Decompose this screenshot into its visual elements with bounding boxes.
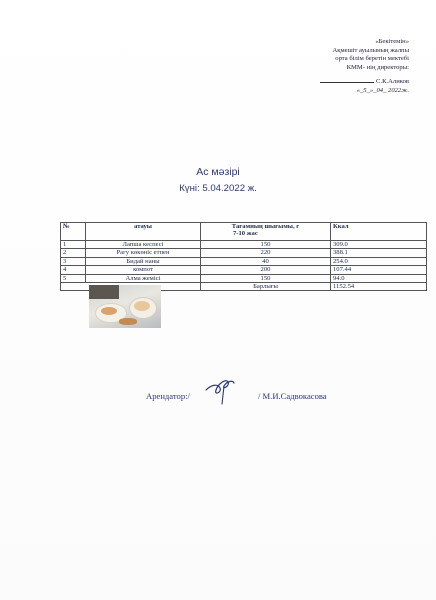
page-title: Ас мәзірі <box>196 166 240 178</box>
table-row <box>61 257 427 265</box>
table-row <box>61 266 427 274</box>
approval-block <box>269 38 409 96</box>
approval-line: орта білім беретін мектебі <box>335 55 409 63</box>
row-name: Рагу көкөніс етпен <box>86 249 201 257</box>
row-kcal: 388.1 <box>331 249 427 257</box>
header-weight-line2: 7-10 жас <box>233 230 258 238</box>
row-weight: 220 <box>201 249 331 257</box>
row-num: 4 <box>61 266 86 274</box>
approval-line: Ақмешіт ауылының жалпы <box>332 46 409 54</box>
header-name: атауы <box>86 223 201 241</box>
total-label: Барлығы <box>201 283 331 291</box>
row-weight: 200 <box>201 266 331 274</box>
approval-line: КММ- нің директоры: <box>346 63 409 71</box>
row-num: 3 <box>61 257 86 265</box>
food-photo-cell <box>61 283 201 291</box>
row-name: Алма жемісі <box>86 274 201 282</box>
table-row <box>61 241 427 249</box>
row-num: 5 <box>61 274 86 282</box>
row-weight: 150 <box>201 274 331 282</box>
director-name: С.К.Аликов <box>376 78 409 86</box>
total-value: 1152.54 <box>331 283 427 291</box>
signature-blank <box>320 82 374 83</box>
food-photo <box>89 285 161 328</box>
approval-line: «Бекітемін» <box>375 38 409 45</box>
row-kcal: 107.44 <box>331 266 427 274</box>
row-kcal: 254.0 <box>331 257 427 265</box>
total-row <box>61 283 427 291</box>
renter-name: / М.И.Садвокасова <box>258 391 327 401</box>
table-header-row <box>61 223 427 241</box>
director-signature-line <box>269 78 409 87</box>
handwritten-signature <box>200 374 240 408</box>
table-row <box>61 249 427 257</box>
row-name: Лапша кеспесі <box>86 241 201 249</box>
row-weight: 40 <box>201 257 331 265</box>
header-weight <box>201 223 331 241</box>
header-kcal: Ккал <box>331 223 427 241</box>
row-name: компот <box>86 266 201 274</box>
header-num: № <box>61 223 86 241</box>
row-weight: 150 <box>201 241 331 249</box>
row-num: 1 <box>61 241 86 249</box>
header-weight-line1: Тағамның шығымы, г <box>231 223 300 230</box>
row-kcal: 94.0 <box>331 274 427 282</box>
row-num: 2 <box>61 249 86 257</box>
row-name: Бидай наны <box>86 257 201 265</box>
row-kcal: 309.0 <box>331 241 427 249</box>
menu-date: Күні: 5.04.2022 ж. <box>179 183 257 194</box>
table-row <box>61 274 427 282</box>
approval-date: «_5_»_04_ 2022ж. <box>356 86 409 94</box>
renter-label: Арендатор:/ <box>146 391 190 401</box>
menu-table <box>60 222 427 291</box>
